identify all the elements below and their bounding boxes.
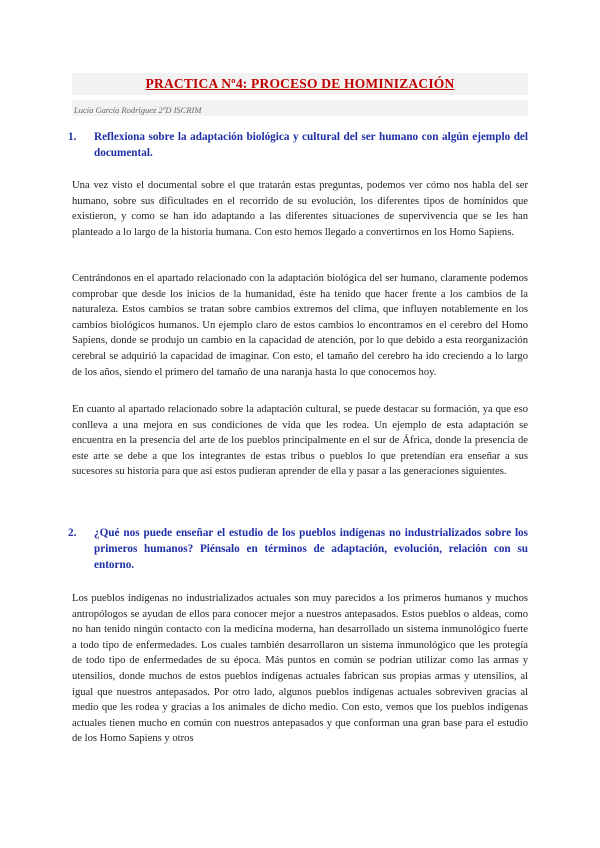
author-line: Lucía García Rodríguez 2ºD ISCRIM [74, 105, 202, 115]
question-1-number: 1. [68, 131, 77, 143]
page-title: PRACTICA Nº4: PROCESO DE HOMINIZACIÓN [145, 76, 455, 91]
question-2-number: 2. [68, 527, 77, 539]
paragraph-indigenous-peoples: Los pueblos indígenas no industrializados actuales son muy parecidos a los primeros humanos y muchos antropólogos se ayudan de ellos para conocer mejor a nuestros antepasados. Estos pueblos o aldeas, como no han tenido ningún contacto con la medicina moderna, han desarrollado un sistema inmunológico fuerte a todo tipo de enfermedades. Los cuales también desarrollaron un sistema inmunológico que les protegía de todo tipo de enfermedades de su época. Más puntos en común se podrían utilizar como las armas y utensilios, donde muchos de estos pueblos indígenas actuales fabrican sus propias armas y utensilios, al igual que nuestros antepasados. Por otro lado, algunos pueblos indígenas actuales sobreviven gracias al medio que les rodea y gracias a los animales de dicho medio. Con esto, vemos que los pueblos indígenas actuales tienen mucho en común con nuestros antepasados y que conforman una gran base para el estudio de los Homo Sapiens y otros [72, 593, 528, 745]
question-1-text: Reflexiona sobre la adaptación biológica y cultural del ser humano con algún ejemplo del documental. [94, 131, 528, 159]
paragraph-biological-adaptation: Centrándonos en el apartado relacionado con la adaptación biológica del ser humano, claramente podemos comprobar que desde los inicios de la humanidad, éste ha tenido que hacer frente a los cambios de la naturaleza. Estos cambios se tratan sobre cambios extremos del clima, que influyen notablemente en los cambios biológicos humanos. Un ejemplo claro de estos cambios lo encontramos en el cerebro del Homo Sapiens, donde se produjo un cambio en la capacidad de atención, por lo que debido a esta reorganización cerebral se adquirió la capacidad de imaginar. Con esto, el tamaño del cerebro ha ido creciendo a lo largo de los años, siendo el primero del tamaño de una naranja hasta lo que conocemos hoy. [72, 273, 528, 378]
question-1 [68, 129, 528, 161]
question-2-text: ¿Qué nos puede enseñar el estudio de los pueblos indígenas no industrializados sobre los primeros humanos? Piénsalo en términos de adaptación, evolución, relación con su entorno. [94, 527, 528, 571]
question-2 [68, 525, 528, 573]
paragraph-cultural-adaptation: En cuanto al apartado relacionado sobre la adaptación cultural, se puede destacar su formación, ya que eso conlleva a una mejora en sus condiciones de vida que les rodea. Un ejemplo de esta adaptación se encuentra en la presencia del arte de los pueblos principalmente en el sur de África, donde la presencia de este arte se debe a que los integrantes de estas tribus o pueblos lo que pretendían era enseñar a sus sucesores su historia para que así estos pudieran aprender de ella y pasar a las generaciones siguientes. [72, 404, 528, 478]
paragraph-intro: Una vez visto el documental sobre el que tratarán estas preguntas, podemos ver cómo nos habla del ser humano, sobre sus dificultades en el recorrido de su evolución, los diferentes tipos de homínidos que existieron, y como se han ido adaptando a las diferentes situaciones de supervivencia que se les han planteado a lo largo de la historia humana. Con esto hemos llegado a convertirnos en los Homo Sapiens. [72, 180, 528, 238]
author-banner [72, 100, 528, 116]
title-banner [72, 73, 528, 95]
